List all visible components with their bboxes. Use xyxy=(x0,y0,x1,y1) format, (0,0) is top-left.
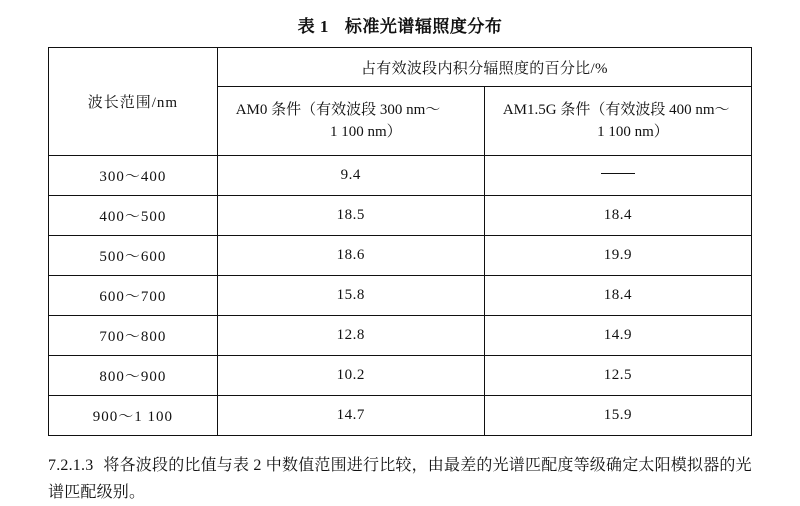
cell-am15g: 18.4 xyxy=(484,196,751,236)
table-row xyxy=(49,316,752,356)
cell-am15g: 14.9 xyxy=(484,316,751,356)
em-dash-mark xyxy=(601,173,635,174)
cell-am15g: 19.9 xyxy=(484,236,751,276)
cell-am0: 18.6 xyxy=(217,236,484,276)
table-head xyxy=(49,48,752,156)
table-caption-title: 标准光谱辐照度分布 xyxy=(344,17,503,36)
table-header-row-top xyxy=(49,48,752,87)
cell-range: 300～400 xyxy=(49,156,218,196)
table-row xyxy=(49,236,752,276)
cell-range: 500～600 xyxy=(49,236,218,276)
table-body xyxy=(49,156,752,436)
table-row xyxy=(49,276,752,316)
cell-am15g: 15.9 xyxy=(484,396,751,436)
header-am0 xyxy=(217,87,484,156)
clause-paragraph xyxy=(48,452,752,506)
table-row xyxy=(49,396,752,436)
cell-am15g: 12.5 xyxy=(484,356,751,396)
header-am0-line1: AM0 条件（有效波段 300 nm～ xyxy=(235,101,441,118)
spectral-distribution-table xyxy=(48,47,752,436)
cell-range: 700～800 xyxy=(49,316,218,356)
cell-am0: 12.8 xyxy=(217,316,484,356)
header-wavelength-range: 波长范围/nm xyxy=(49,48,218,156)
header-am15g-line2: 1 100 nm） xyxy=(597,124,669,140)
cell-range: 400～500 xyxy=(49,196,218,236)
cell-am0: 18.5 xyxy=(217,196,484,236)
clause-number: 7.2.1.3 xyxy=(48,457,94,474)
table-caption-number: 表 1 xyxy=(297,17,329,36)
cell-range: 800～900 xyxy=(49,356,218,396)
cell-am0: 14.7 xyxy=(217,396,484,436)
clause-text: 将各波段的比值与表 2 中数值范围进行比较，由最差的光谱匹配度等级确定太阳模拟器的光谱匹配级别。 xyxy=(48,457,752,502)
cell-am0: 9.4 xyxy=(217,156,484,196)
table-row xyxy=(49,156,752,196)
header-group-percentage: 占有效波段内积分辐照度的百分比/% xyxy=(217,48,751,87)
cell-range: 900～1 100 xyxy=(49,396,218,436)
table-caption xyxy=(0,0,800,47)
cell-am15g xyxy=(484,156,751,196)
cell-am0: 15.8 xyxy=(217,276,484,316)
cell-am15g: 18.4 xyxy=(484,276,751,316)
header-am0-line2: 1 100 nm） xyxy=(329,124,402,140)
table-row xyxy=(49,356,752,396)
spectral-distribution-table-wrapper xyxy=(48,47,752,436)
header-am15g-line1: AM1.5G 条件（有效波段 400 nm～ xyxy=(502,101,730,118)
table-row xyxy=(49,196,752,236)
header-am15g xyxy=(484,87,751,156)
cell-am0: 10.2 xyxy=(217,356,484,396)
cell-range: 600～700 xyxy=(49,276,218,316)
